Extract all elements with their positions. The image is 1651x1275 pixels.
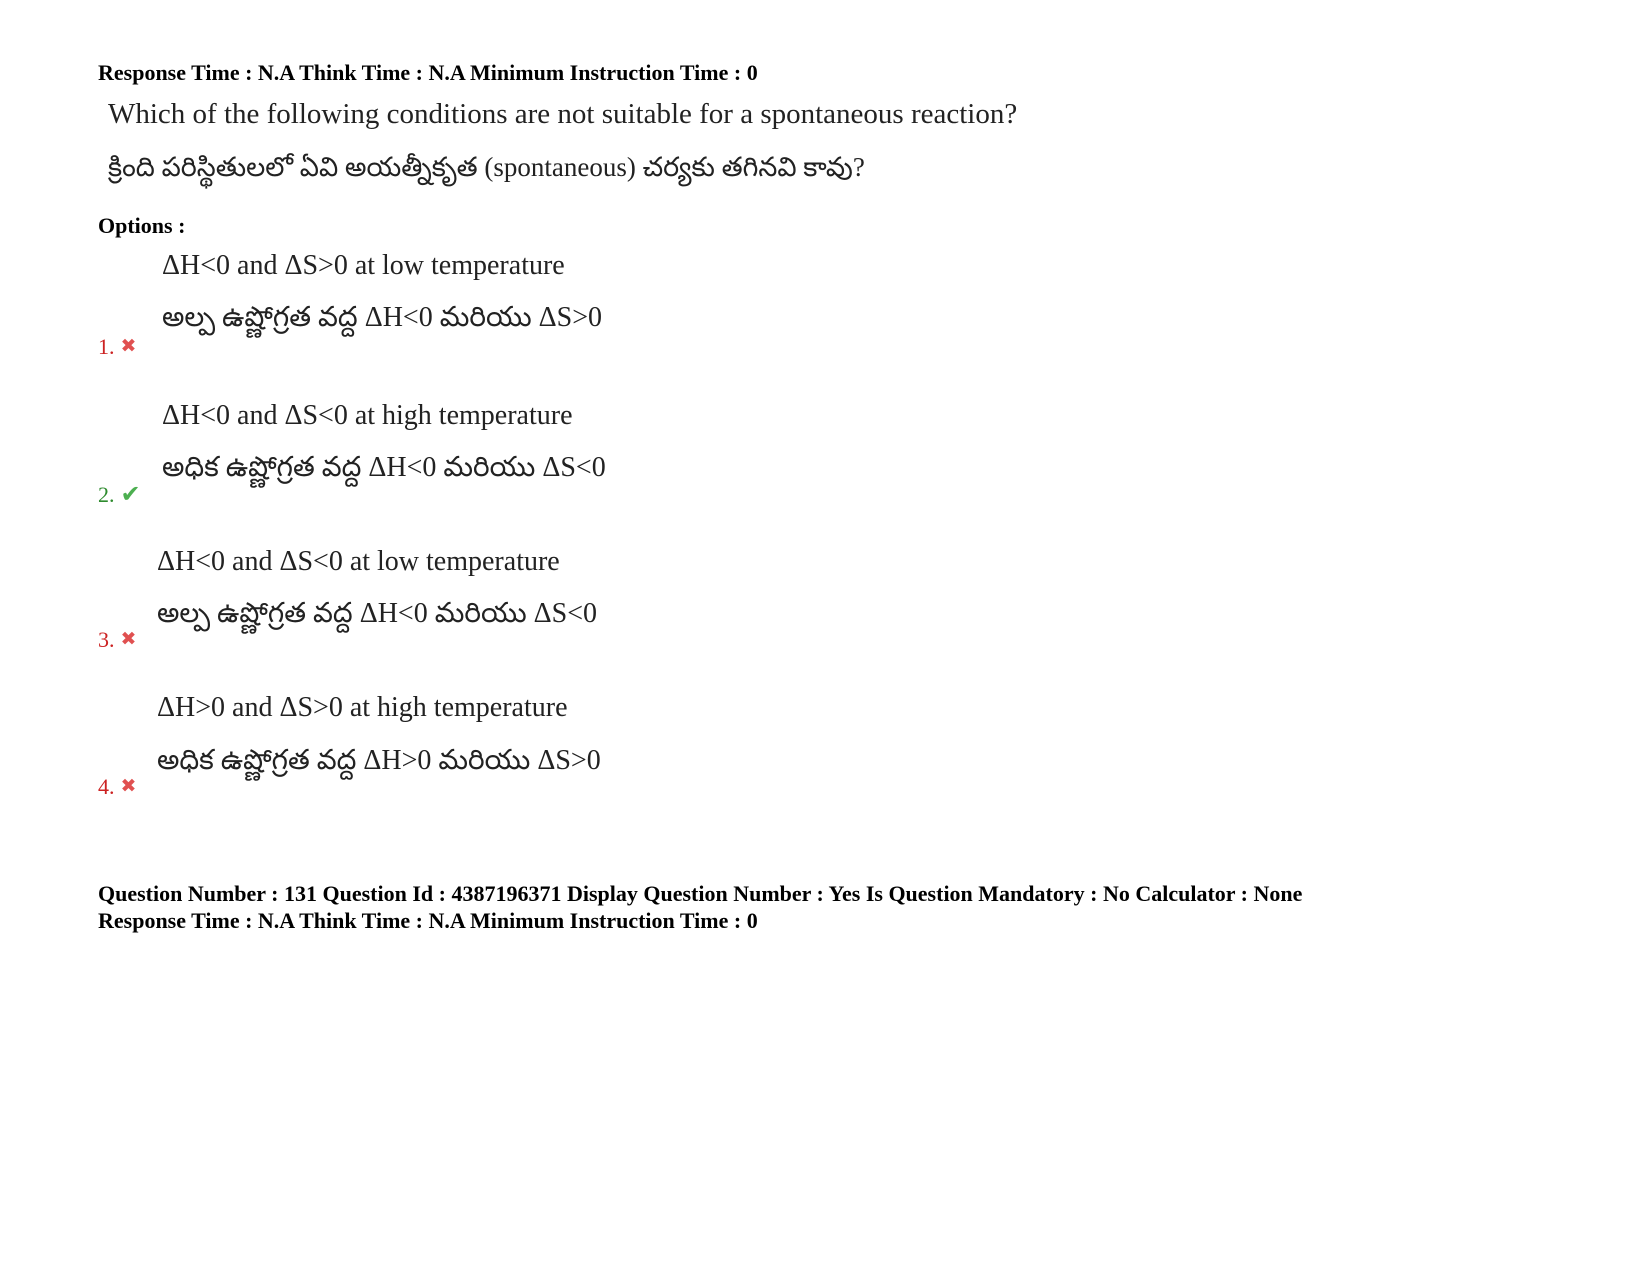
option-1-number: 1. — [98, 334, 115, 359]
option-1-marker — [98, 334, 136, 360]
option-3-number: 3. — [98, 627, 115, 652]
option-1-english: ΔH<0 and ΔS>0 at low temperature — [162, 250, 565, 281]
option-4-number: 4. — [98, 774, 115, 799]
next-question-info: Question Number : 131 Question Id : 4387196371 Display Question Number : Yes Is Question Mandatory : No Calculator : None — [98, 881, 1303, 906]
option-3-marker — [98, 627, 136, 653]
option-4-telugu: అధిక ఉష్ణోగ్రత వద్ద ΔH>0 మరియు ΔS>0 — [157, 745, 601, 776]
option-4-english: ΔH>0 and ΔS>0 at high temperature — [157, 692, 568, 723]
next-question-response-time: Response Time : N.A Think Time : N.A Minimum Instruction Time : 0 — [98, 908, 758, 933]
option-2-marker — [98, 480, 141, 509]
option-2-number: 2. — [98, 482, 115, 507]
option-2-english: ΔH<0 and ΔS<0 at high temperature — [162, 400, 573, 431]
check-icon: ✔ — [120, 482, 141, 508]
cross-icon: ✖ — [120, 776, 137, 797]
option-1-telugu: అల్ప ఉష్ణోగ్రత వద్ద ΔH<0 మరియు ΔS>0 — [162, 302, 603, 333]
response-time-meta: Response Time : N.A Think Time : N.A Minimum Instruction Time : 0 — [98, 60, 758, 85]
option-2-telugu: అధిక ఉష్ణోగ్రత వద్ద ΔH<0 మరియు ΔS<0 — [162, 452, 606, 483]
options-label: Options : — [98, 213, 186, 238]
cross-icon: ✖ — [120, 336, 137, 357]
question-text-telugu: క్రింది పరిస్థితులలో ఏవి అయత్నీకృత (spontaneous) చర్యకు తగినవి కావు? — [108, 152, 865, 182]
option-4-marker — [98, 774, 136, 800]
cross-icon: ✖ — [120, 629, 137, 650]
option-3-telugu: అల్ప ఉష్ణోగ్రత వద్ద ΔH<0 మరియు ΔS<0 — [157, 598, 598, 629]
question-text-english: Which of the following conditions are not suitable for a spontaneous reaction? — [108, 98, 1018, 130]
option-3-english: ΔH<0 and ΔS<0 at low temperature — [157, 546, 560, 577]
